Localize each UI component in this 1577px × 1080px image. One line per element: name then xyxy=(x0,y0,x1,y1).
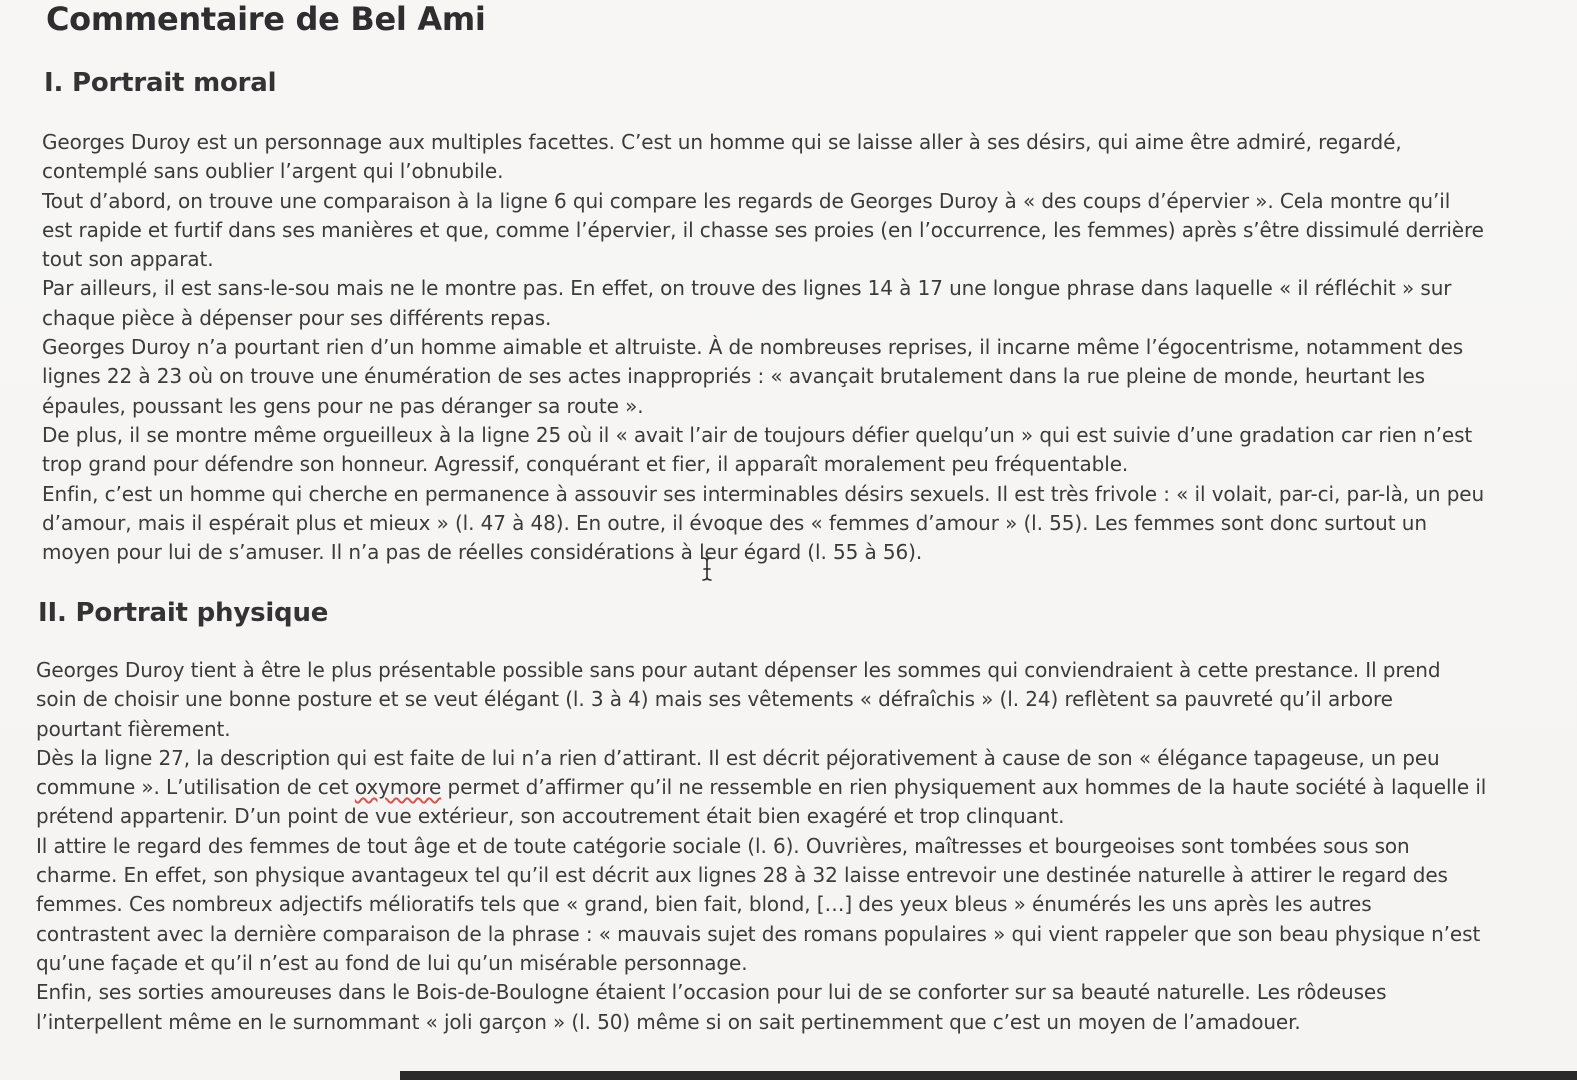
text-line: chaque pièce à dépenser pour ses différents repas. xyxy=(42,305,552,330)
text-line: trop grand pour défendre son honneur. Agressif, conquérant et fier, il apparaît moralement peu fréquentable. xyxy=(42,452,1129,477)
bottom-edge-bar xyxy=(400,1071,1577,1080)
text-line: contrastent avec la dernière comparaison de la phrase : « mauvais sujet des romans populaires » qui vient rappeler que son beau physique n’est xyxy=(36,921,1481,946)
text-line: est rapide et furtif dans ses manières et que, comme l’épervier, il chasse ses proies (en l’occurrence, les femmes) après s’être dissimulé derrière xyxy=(42,217,1484,242)
section-body-portrait-physique[interactable] xyxy=(36,656,1546,1037)
text-line: pourtant fièrement. xyxy=(36,716,231,741)
text-line: Georges Duroy n’a pourtant rien d’un homme aimable et altruiste. À de nombreuses reprises, il incarne même l’égocentrisme, notamment des xyxy=(42,335,1464,360)
text-line: soin de choisir une bonne posture et se veut élégant (l. 3 à 4) mais ses vêtements « défraîchis » (l. 24) reflètent sa pauvreté qu’il arbore xyxy=(36,687,1393,712)
text-line: Par ailleurs, il est sans-le-sou mais ne le montre pas. En effet, on trouve des lignes 14 à 17 une longue phrase dans laquelle « il réfléchit » sur xyxy=(42,276,1452,301)
spellcheck-flagged-word[interactable]: oxymore xyxy=(354,775,442,800)
text-line: Dès la ligne 27, la description qui est faite de lui n’a rien d’attirant. Il est décrit péjorativement à cause de son « élégance tapageuse, un peu xyxy=(36,745,1440,770)
text-line: moyen pour lui de s’amuser. Il n’a pas de réelles considérations à leur égard (l. 55 à 56). xyxy=(42,540,923,565)
text-line: Georges Duroy tient à être le plus présentable possible sans pour autant dépenser les sommes qui conviendraient à cette prestance. Il prend xyxy=(36,658,1441,682)
text-line: Il attire le regard des femmes de tout âge et de toute catégorie sociale (l. 6). Ouvrières, maîtresses et bourgeoises sont tombées sous son xyxy=(36,833,1410,858)
text-line: Enfin, ses sorties amoureuses dans le Bois-de-Boulogne étaient l’occasion pour lui de se conforter sur sa beauté naturelle. Les rôdeuses xyxy=(36,980,1387,1005)
text-cursor-icon xyxy=(700,556,714,582)
section-body-portrait-moral[interactable] xyxy=(42,128,1542,567)
text-line: charme. En effet, son physique avantageux tel qu’il est décrit aux lignes 28 à 32 laisse entrevoir une destinée naturelle à attirer le regard des xyxy=(36,863,1448,888)
text-line: d’amour, mais il espérait plus et mieux » (l. 47 à 48). En outre, il évoque des « femmes d’amour » (l. 55). Les femmes sont donc surtout un xyxy=(42,510,1427,535)
text-line: tout son apparat. xyxy=(42,247,214,272)
text-line: l’interpellent même en le surnommant « joli garçon » (l. 50) même si on sait pertinemment que c’est un moyen de l’amadouer. xyxy=(36,1009,1301,1034)
text-line: prétend appartenir. D’un point de vue extérieur, son accoutrement était bien exagéré et trop clinquant. xyxy=(36,804,1065,829)
text-line: Tout d’abord, on trouve une comparaison à la ligne 6 qui compare les regards de Georges Duroy à « des coups d’épervier ». Cela montre qu’il xyxy=(42,188,1451,213)
text-line: De plus, il se montre même orgueilleux à la ligne 25 où il « avait l’air de toujours défier quelqu’un » qui est suivie d’une gradation car rien n’est xyxy=(42,422,1473,447)
text-line: Georges Duroy est un personnage aux multiples facettes. C’est un homme qui se laisse aller à ses désirs, qui aime être admiré, regardé, xyxy=(42,130,1402,154)
section-heading-portrait-moral: I. Portrait moral xyxy=(44,68,277,98)
text-line: femmes. Ces nombreux adjectifs mélioratifs tels que « grand, bien fait, blond, […] des yeux bleus » énumérés les uns après les autres xyxy=(36,892,1372,917)
text-line: Enfin, c’est un homme qui cherche en permanence à assouvir ses interminables désirs sexuels. Il est très frivole : « il volait, par-ci, par-là, un peu xyxy=(42,481,1485,506)
text-line: épaules, poussant les gens pour ne pas déranger sa route ». xyxy=(42,393,644,418)
text-line: qu’une façade et qu’il n’est au fond de lui qu’un misérable personnage. xyxy=(36,950,748,975)
document-title: Commentaire de Bel Ami xyxy=(46,0,486,38)
text-line: contemplé sans oublier l’argent qui l’obnubile. xyxy=(42,159,504,184)
section-heading-portrait-physique: II. Portrait physique xyxy=(38,598,329,628)
text-line-oxymore: commune ». L’utilisation de cet oxymore permet d’affirmer qu’il ne ressemble en rien physiquement aux hommes de la haute société à laquelle il xyxy=(36,775,1487,800)
text-line: lignes 22 à 23 où on trouve une énumération de ses actes inappropriés : « avançait brutalement dans la rue pleine de monde, heurtant les xyxy=(42,364,1425,389)
